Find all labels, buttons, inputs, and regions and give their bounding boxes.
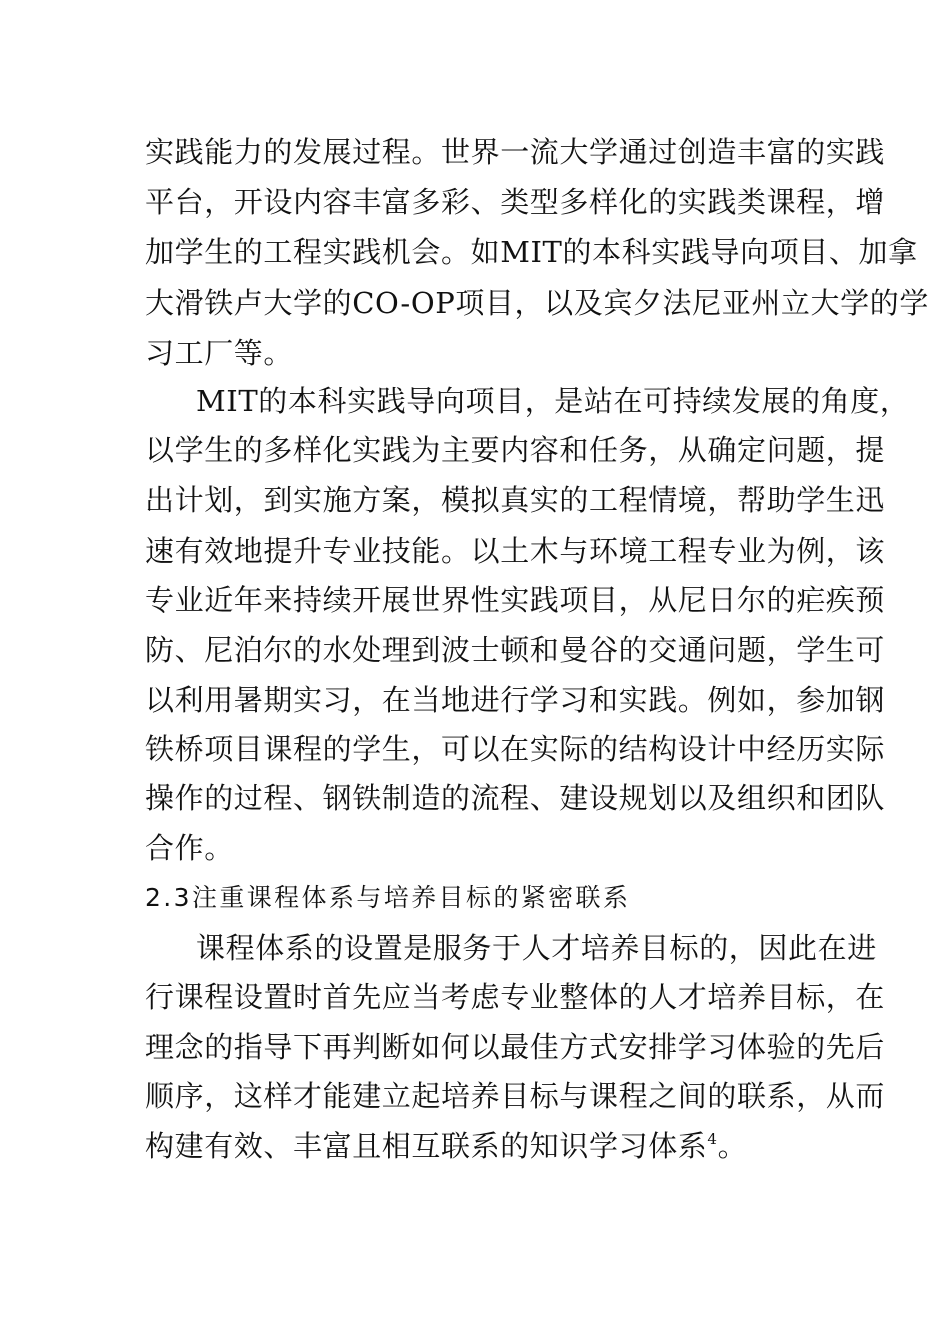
paragraph-1-line-4: 大滑铁卢大学的CO-OP项目，以及宾夕法尼亚州立大学的学 <box>145 286 929 320</box>
paragraph-3-line-3: 理念的指导下再判断如何以最佳方式安排学习体验的先后 <box>145 1030 886 1064</box>
paragraph-3-line-1: 课程体系的设置是服务于人才培养目标的，因此在进 <box>196 931 877 965</box>
paragraph-2-line-3: 出计划，到实施方案，模拟真实的工程情境，帮助学生迅 <box>145 483 886 517</box>
paragraph-3-line-5-text: 构建有效、丰富且相互联系的知识学习体系 <box>145 1129 708 1163</box>
section-heading: 2.3注重课程体系与培养目标的紧密联系 <box>145 883 631 912</box>
paragraph-2-line-7: 以利用暑期实习，在当地进行学习和实践。例如，参加钢 <box>145 683 886 717</box>
paragraph-2-line-9: 操作的过程、钢铁制造的流程、建设规划以及组织和团队 <box>145 781 886 815</box>
paragraph-2-line-6: 防、尼泊尔的水处理到波士顿和曼谷的交通问题，学生可 <box>145 633 886 667</box>
paragraph-3-line-5 <box>145 1126 747 1166</box>
paragraph-1-line-2: 平台，开设内容丰富多彩、类型多样化的实践类课程，增 <box>145 185 886 219</box>
paragraph-3-line-2: 行课程设置时首先应当考虑专业整体的人才培养目标，在 <box>145 980 886 1014</box>
paragraph-2-line-1: MIT的本科实践导向项目，是站在可持续发展的角度， <box>196 384 910 418</box>
paragraph-2-line-5: 专业近年来持续开展世界性实践项目，从尼日尔的疟疾预 <box>145 583 886 617</box>
paragraph-1-line-3: 加学生的工程实践机会。如MIT的本科实践导向项目、加拿 <box>145 235 918 269</box>
final-punctuation: 。 <box>717 1129 748 1163</box>
paragraph-2-line-2: 以学生的多样化实践为主要内容和任务，从确定问题，提 <box>145 433 886 467</box>
paragraph-3-line-4: 顺序，这样才能建立起培养目标与课程之间的联系，从而 <box>145 1079 886 1113</box>
paragraph-1-line-1: 实践能力的发展过程。世界一流大学通过创造丰富的实践 <box>145 135 886 169</box>
paragraph-2-line-4: 速有效地提升专业技能。以土木与环境工程专业为例，该 <box>145 534 886 568</box>
paragraph-1-line-5: 习工厂等。 <box>145 336 294 370</box>
footnote-reference: 4 <box>707 1130 718 1148</box>
paragraph-2-line-10: 合作。 <box>145 831 234 865</box>
paragraph-2-line-8: 铁桥项目课程的学生，可以在实际的结构设计中经历实际 <box>145 732 886 766</box>
